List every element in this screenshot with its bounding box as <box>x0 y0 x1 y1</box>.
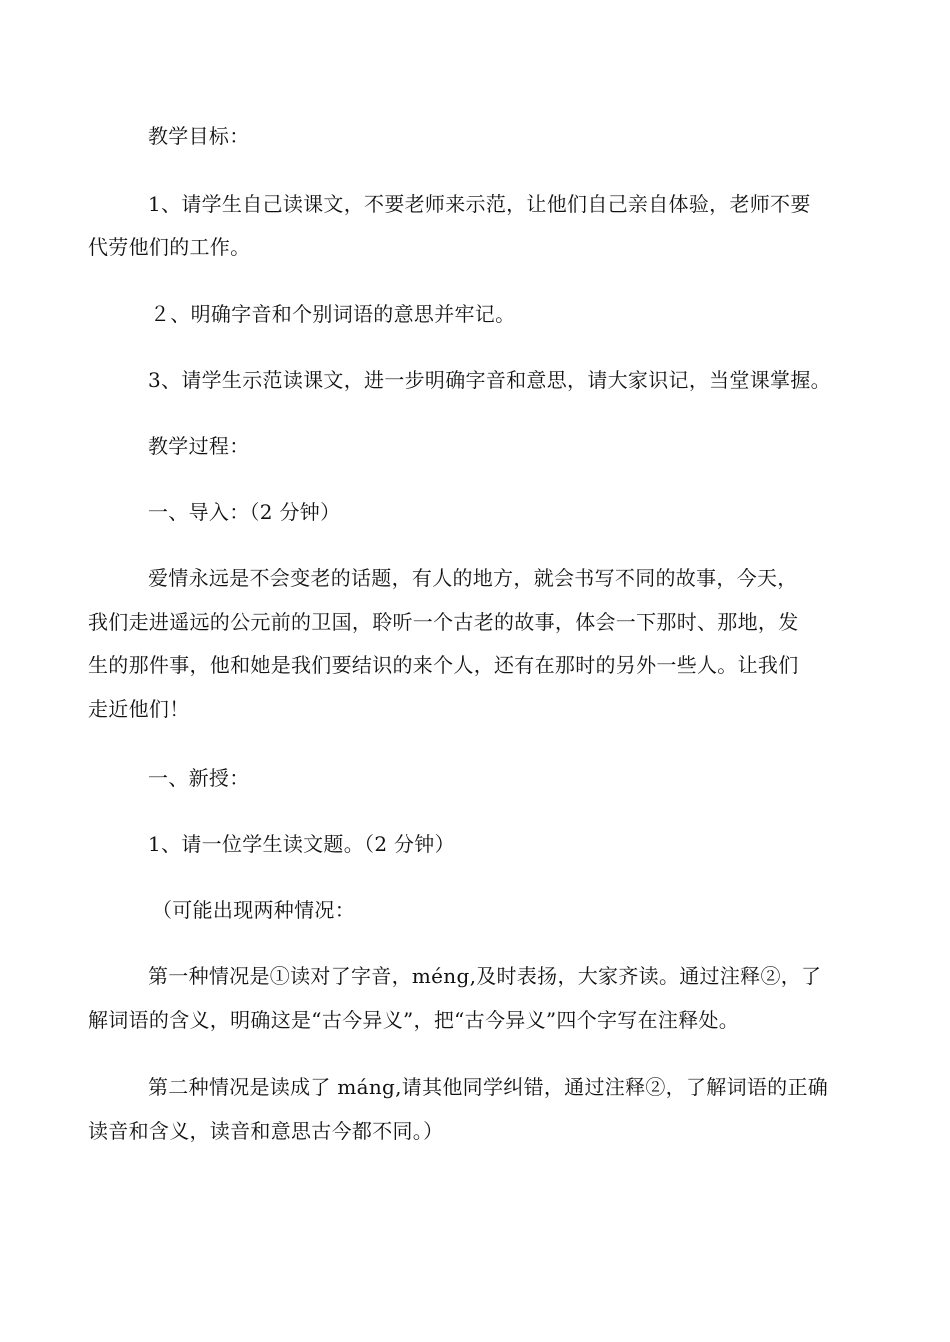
objective-2: ２、明确字音和个别词语的意思并牢记。 <box>150 302 516 326</box>
intro-paragraph-line-1: 爱情永远是不会变老的话题，有人的地方，就会书写不同的故事，今天， <box>148 566 798 590</box>
objective-1-line-2: 代劳他们的工作。 <box>88 235 251 259</box>
intro-paragraph-line-3: 生的那件事，他和她是我们要结识的来个人，还有在那时的另外一些人。让我们 <box>88 653 799 677</box>
intro-paragraph-line-4: 走近他们！ <box>88 697 190 721</box>
objectives-heading: 教学目标： <box>148 124 250 148</box>
step-1: 1、请一位学生读文题。（2 分钟） <box>148 832 455 856</box>
possible-cases: （可能出现两种情况： <box>152 898 355 922</box>
case-2-line-1: 第二种情况是读成了 máng,请其他同学纠错，通过注释②，了解词语的正确 <box>148 1075 829 1099</box>
case-1-line-2: 解词语的含义，明确这是“古今异义”，把“古今异义”四个字写在注释处。 <box>88 1008 740 1032</box>
intro-heading: 一、导入：（2 分钟） <box>148 500 341 524</box>
process-heading: 教学过程： <box>148 434 250 458</box>
objective-1-line-1: 1、请学生自己读课文，不要老师来示范，让他们自己亲自体验，老师不要 <box>148 192 811 216</box>
new-lesson-heading: 一、新授： <box>148 766 250 790</box>
intro-paragraph-line-2: 我们走进遥远的公元前的卫国，聆听一个古老的故事，体会一下那时、那地，发 <box>88 610 799 634</box>
case-2-line-2: 读音和含义，读音和意思古今都不同。） <box>88 1119 444 1143</box>
case-1-line-1: 第一种情况是①读对了字音，méng,及时表扬，大家齐读。通过注释②，了 <box>148 964 822 988</box>
objective-3: 3、请学生示范读课文，进一步明确字音和意思，请大家识记，当堂课掌握。 <box>148 368 831 392</box>
